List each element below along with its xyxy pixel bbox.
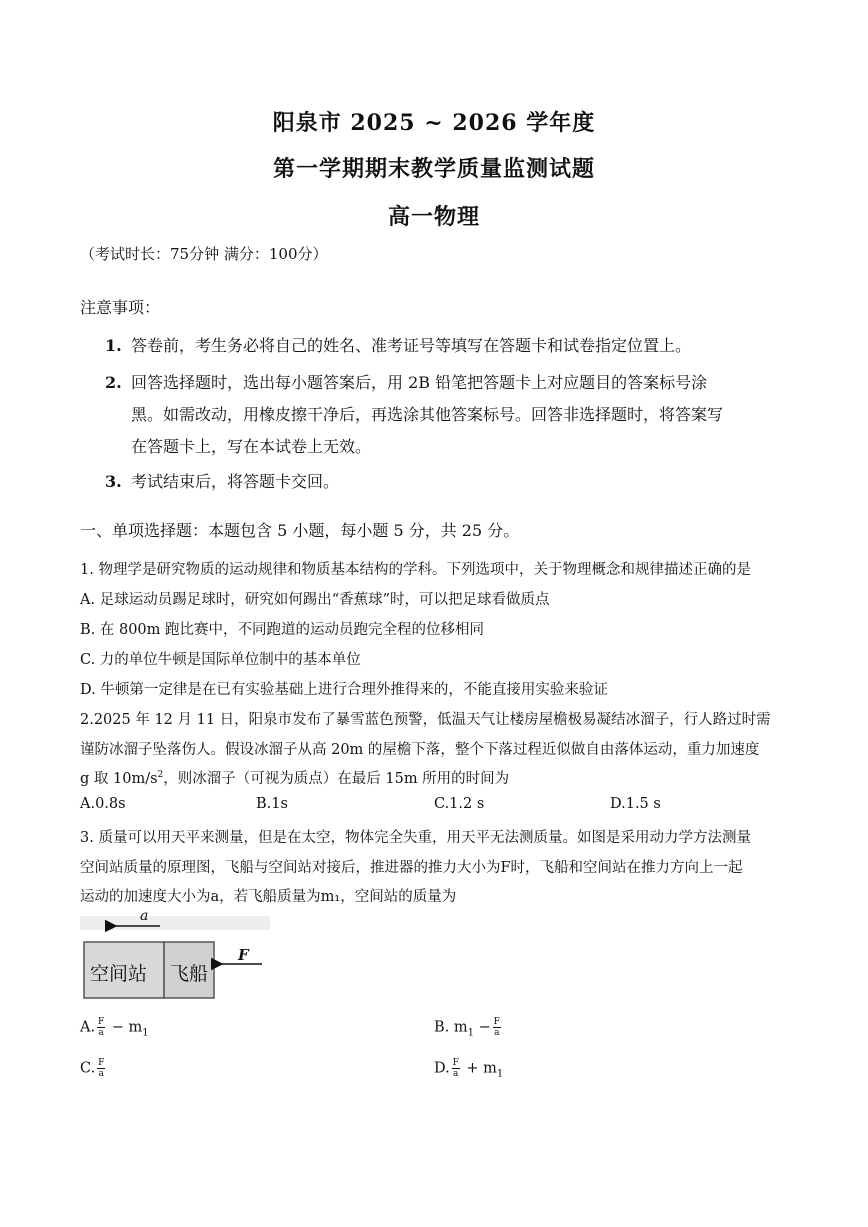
notice-item-2-cont1: 黑。如需改动，用橡皮擦干净后，再选涂其他答案标号。回答非选择题时，将答案写	[131, 405, 724, 424]
notice-item-number: 2.	[105, 373, 122, 392]
numerator: F	[493, 1017, 500, 1027]
question-2-line2: 谨防冰溜子坠落伤人。假设冰溜子从高 20m 的屋檐下落，整个下落过程近似做自由落体运动，重力加速度	[80, 742, 760, 758]
question-2-line3-post: ，则冰溜子（可视为质点）在最后 15m 所用的时间为	[163, 771, 510, 787]
question-3-line2: 空间站质量的原理图，飞船与空间站对接后，推进器的推力大小为F时，飞船和空间站在推力方向上一起	[80, 860, 743, 876]
notice-item-text: 答卷前，考生务必将自己的姓名、准考证号等填写在答题卡和试卷指定位置上。	[131, 336, 692, 355]
question-2-option-d: D.1.5 s	[610, 796, 661, 812]
notice-item-2-cont2: 在答题卡上，写在本试卷上无效。	[131, 437, 372, 456]
question-3-option-d	[434, 1058, 503, 1079]
question-3-option-a	[80, 1017, 149, 1038]
exam-title-line2: 第一学期期末教学质量监测试题	[272, 156, 595, 182]
subscript: 1	[142, 1027, 149, 1039]
spacecraft-diagram-svg	[80, 908, 280, 1004]
section-heading: 一、单项选择题：本题包含 5 小题，每小题 5 分，共 25 分。	[80, 521, 520, 540]
denominator: a	[494, 1028, 500, 1038]
denominator: a	[98, 1069, 104, 1079]
option-prefix: A.	[80, 1019, 96, 1036]
question-1-option-c: C. 力的单位牛顿是国际单位制中的基本单位	[80, 652, 361, 668]
force-label: F	[238, 946, 249, 964]
exam-subject-title: 高一物理	[387, 204, 480, 230]
denominator: a	[453, 1069, 459, 1079]
question-2-option-c: C.1.2 s	[434, 796, 485, 812]
question-1-stem: 1. 物理学是研究物质的运动规律和物质基本结构的学科。下列选项中，关于物理概念和规律描述正确的是	[80, 562, 751, 578]
notice-item-text: 回答选择题时，选出每小题答案后，用 2B 铅笔把答题卡上对应题目的答案标号涂	[131, 373, 708, 392]
fraction-f-over-a	[97, 1017, 105, 1038]
variable-m: m	[128, 1019, 143, 1036]
option-prefix: B.	[434, 1019, 450, 1036]
acceleration-label: a	[140, 908, 149, 924]
exam-title-line1: 阳泉市 2025 ~ 2026 学年度	[272, 110, 596, 136]
option-prefix: C.	[80, 1060, 96, 1077]
notice-item-number: 1.	[105, 336, 122, 355]
question-3-option-c	[80, 1058, 107, 1079]
operator: −	[478, 1019, 491, 1036]
question-1-option-a: A. 足球运动员踢足球时，研究如何踢出“香蕉球”时，可以把足球看做质点	[80, 592, 550, 608]
question-2-option-a: A.0.8s	[80, 796, 126, 812]
question-2-option-b: B.1s	[256, 796, 288, 812]
numerator: F	[98, 1058, 105, 1068]
numerator: F	[452, 1058, 459, 1068]
option-prefix: D.	[434, 1060, 450, 1077]
background-smudge	[80, 916, 270, 930]
numerator: F	[97, 1017, 105, 1027]
denominator: a	[98, 1028, 104, 1038]
spaceship-label: 飞船	[170, 963, 209, 985]
notice-item-3	[105, 469, 339, 492]
superscript: 2	[157, 770, 164, 781]
notice-item-number: 3.	[105, 472, 122, 491]
variable-m: m	[483, 1060, 497, 1077]
question-2-line3-pre: g 取 10m/s	[80, 771, 158, 787]
question-3-line3: 运动的加速度大小为a，若飞船质量为m₁，空间站的质量为	[80, 889, 457, 905]
subscript: 1	[496, 1068, 504, 1080]
question-3-option-b	[434, 1017, 503, 1038]
question-3-line1: 3. 质量可以用天平来测量，但是在太空，物体完全失重，用天平无法测质量。如图是采用动力学方法测量	[80, 830, 751, 846]
notice-item-2	[105, 370, 707, 393]
fraction-f-over-a	[452, 1058, 460, 1079]
notice-item-1	[105, 333, 691, 356]
operator: +	[466, 1060, 479, 1077]
notice-item-text: 考试结束后，将答题卡交回。	[131, 472, 340, 491]
subscript: 1	[467, 1027, 474, 1039]
variable-m: m	[453, 1019, 468, 1036]
space-station-label: 空间站	[90, 963, 148, 985]
fraction-f-over-a	[493, 1017, 501, 1038]
question-2-line3	[80, 767, 509, 788]
question-1-option-d: D. 牛顿第一定律是在已有实验基础上进行合理外推得来的，不能直接用实验来验证	[80, 682, 608, 698]
exam-meta: （考试时长：75分钟 满分：100分）	[80, 245, 328, 263]
fraction-f-over-a	[97, 1058, 105, 1079]
spacecraft-diagram	[80, 908, 280, 1004]
notice-heading: 注意事项：	[80, 298, 161, 317]
operator: −	[111, 1019, 124, 1036]
question-1-option-b: B. 在 800m 跑比赛中，不同跑道的运动员跑完全程的位移相同	[80, 622, 485, 638]
question-2-line1: 2.2025 年 12 月 11 日，阳泉市发布了暴雪蓝色预警，低温天气让楼房屋檐极易凝结冰溜子，行人路过时需	[80, 712, 771, 728]
